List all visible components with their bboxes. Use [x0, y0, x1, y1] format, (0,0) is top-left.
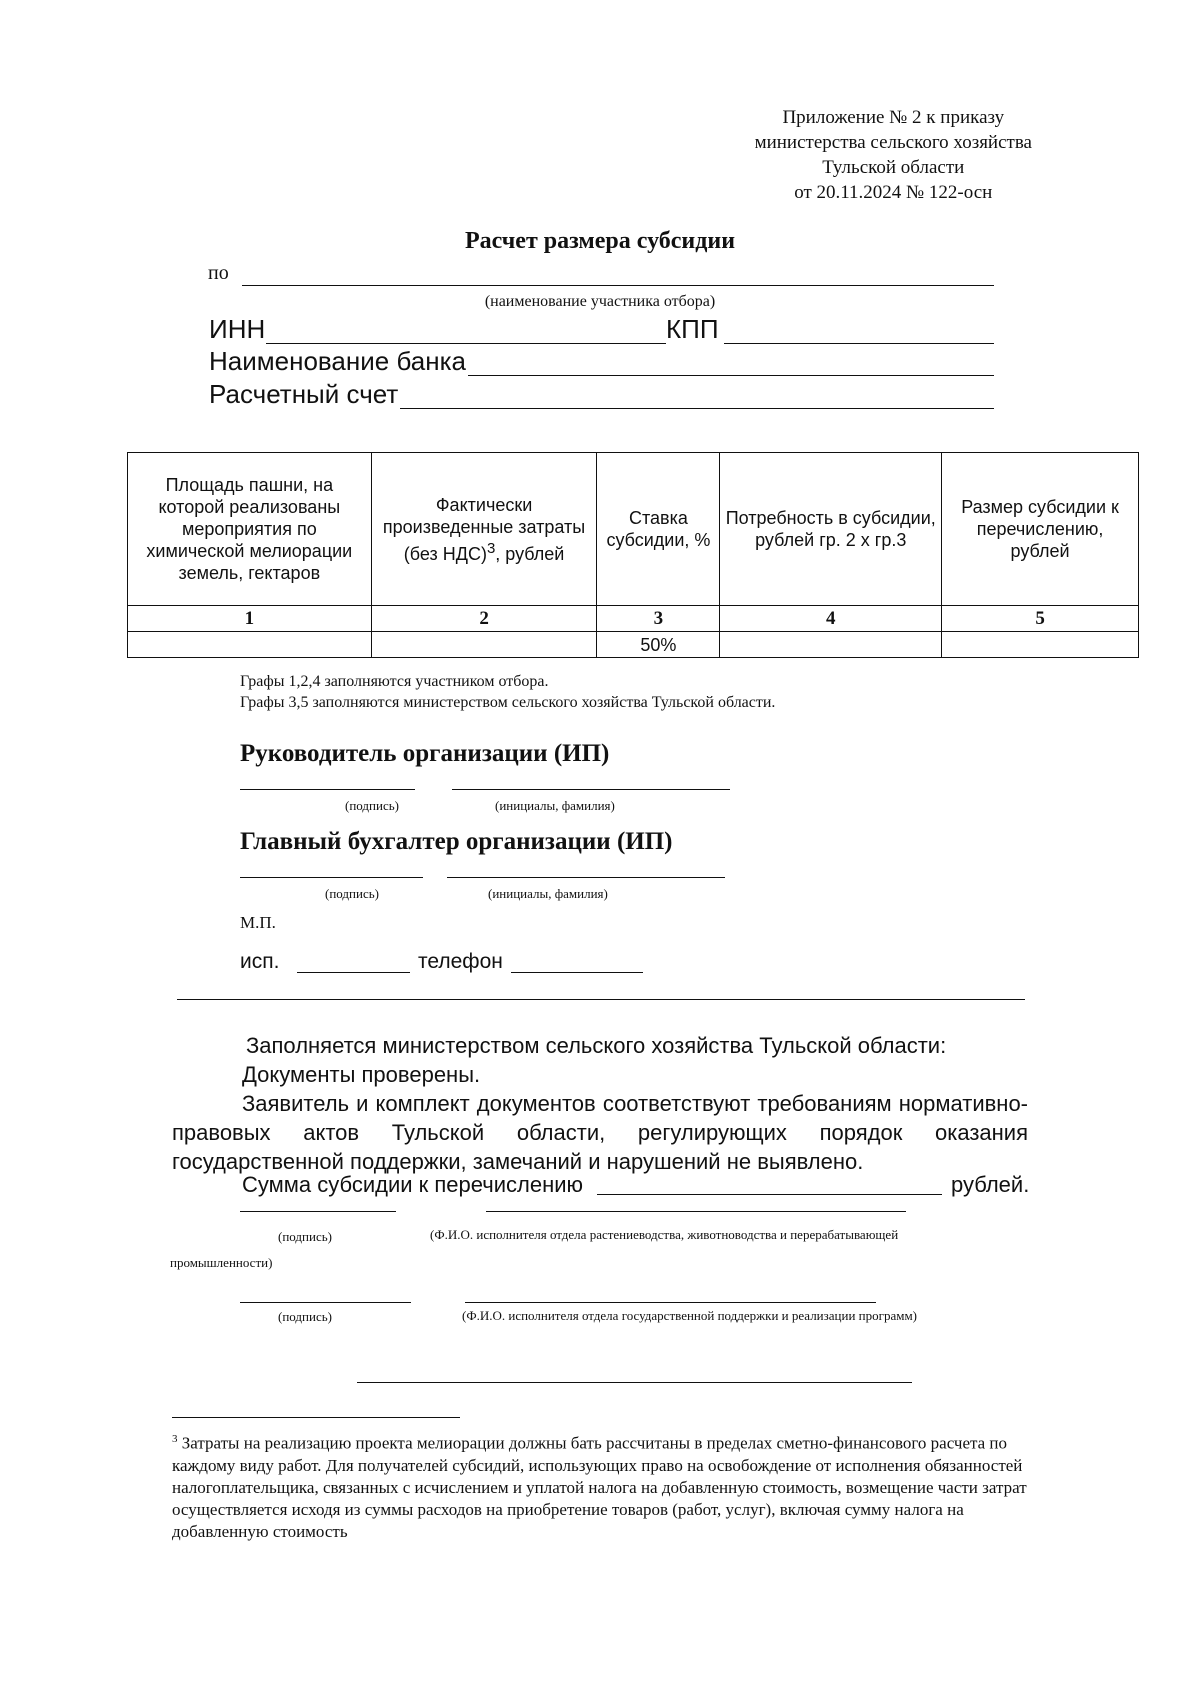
- fio-caption-1-cont: промышленности): [170, 1255, 273, 1270]
- appendix-line-4: от 20.11.2024 № 122-осн: [794, 182, 993, 203]
- account-label: Расчетный счет: [209, 379, 399, 409]
- column-number: 1: [128, 606, 372, 632]
- column-number: 3: [597, 606, 720, 632]
- subsidy-table: [127, 452, 1139, 658]
- appendix-line-2: министерства сельского хозяйства: [754, 132, 1032, 153]
- name-caption: (инициалы, фамилия): [495, 798, 615, 813]
- bank-field[interactable]: [468, 375, 994, 376]
- section-divider: [177, 999, 1025, 1000]
- appendix-line-1: Приложение № 2 к приказу: [782, 107, 1005, 128]
- inn-label: ИНН: [209, 314, 266, 344]
- ministry-line-2: Документы проверены.: [242, 1062, 481, 1087]
- rate-cell: 50%: [597, 632, 720, 658]
- column-header-suffix: , рублей: [495, 543, 565, 564]
- stamp-label: М.П.: [240, 913, 276, 932]
- need-cell[interactable]: [720, 632, 942, 658]
- ministry-signature-line-1[interactable]: [240, 1211, 396, 1212]
- footnote: [172, 1428, 1032, 1543]
- note-line-1: Графы 1,2,4 заполняются участником отбора.: [240, 673, 549, 690]
- name-caption: (инициалы, фамилия): [488, 886, 608, 901]
- phone-field[interactable]: [511, 972, 643, 973]
- kpp-label: КПП: [666, 314, 719, 344]
- signature-caption: (подпись): [278, 1309, 332, 1324]
- head-name-line[interactable]: [452, 789, 730, 790]
- signature-caption: (подпись): [278, 1229, 332, 1244]
- executor-label: исп.: [240, 950, 280, 973]
- phone-label: телефон: [418, 950, 503, 973]
- appendix-line-3: Тульской области: [822, 157, 965, 178]
- signature-caption: (подпись): [325, 886, 379, 901]
- fio-caption-1: (Ф.И.О. исполнителя отдела растениеводства, животноводства и перерабатывающей: [430, 1227, 899, 1242]
- sum-unit: рублей.: [951, 1172, 1030, 1197]
- ministry-paragraph: Заявитель и комплект документов соответствуют требованиям нормативно-правовых актов Тульской области, регулирующих порядок оказания государственной поддержки, замечаний и нарушений не выявлено.: [172, 1091, 1028, 1174]
- area-cell[interactable]: [128, 632, 372, 658]
- column-header: Размер субсидии к перечислению, рублей: [942, 453, 1139, 606]
- end-divider: [357, 1382, 912, 1383]
- signature-caption: (подпись): [345, 798, 399, 813]
- ministry-name-line-2[interactable]: [465, 1302, 876, 1303]
- column-header: Площадь пашни, на которой реализованы мероприятия по химической мелиорации земель, гектаров: [128, 453, 372, 606]
- document-title: Расчет размера субсидии: [464, 228, 736, 254]
- ministry-signature-line-2[interactable]: [240, 1302, 411, 1303]
- ministry-line-1: Заполняется министерством сельского хозяйства Тульской области:: [246, 1033, 947, 1058]
- sum-field[interactable]: [597, 1194, 942, 1195]
- fio-caption-2: (Ф.И.О. исполнителя отдела государственной поддержки и реализации программ): [462, 1308, 918, 1323]
- footnote-separator: [172, 1417, 460, 1418]
- sum-label: Сумма субсидии к перечислению: [242, 1172, 584, 1197]
- column-number: 5: [942, 606, 1139, 632]
- executor-field[interactable]: [297, 972, 410, 973]
- footnote-number: 3: [172, 1433, 178, 1445]
- table-header-row: [128, 453, 1139, 606]
- account-field[interactable]: [400, 408, 994, 409]
- inn-field[interactable]: [266, 343, 666, 344]
- column-header: [371, 453, 597, 606]
- column-number: 2: [371, 606, 597, 632]
- participant-name-field[interactable]: [242, 285, 994, 286]
- table-row: [128, 632, 1139, 658]
- head-signature-line[interactable]: [240, 789, 415, 790]
- accountant-title: Главный бухгалтер организации (ИП): [240, 828, 673, 855]
- footnote-marker: 3: [486, 539, 496, 557]
- note-line-2: Графы 3,5 заполняются министерством сельского хозяйства Тульской области.: [240, 694, 776, 711]
- column-header: Потребность в субсидии, рублей гр. 2 х гр.3: [720, 453, 942, 606]
- costs-cell[interactable]: [371, 632, 597, 658]
- appendix-block: [755, 105, 1032, 205]
- column-number-row: [128, 606, 1139, 632]
- accountant-signature-line[interactable]: [240, 877, 423, 878]
- accountant-name-line[interactable]: [447, 877, 725, 878]
- kpp-field[interactable]: [724, 343, 994, 344]
- footnote-text: Затраты на реализацию проекта мелиорации должны бать рассчитаны в пределах сметно-финансового расчета по каждому виду работ. Для получателей субсидий, использующих право на освобождение от исполнения обязанностей налогоплательщика, связанных с исчислением и уплатой налога на добавленную стоимость, возмещение части затрат осуществляется исходя из суммы расходов на приобретение товаров (работ, услуг), включая сумму налога на добавленную стоимость: [172, 1433, 1027, 1541]
- column-header-text: Фактически произведенные затраты (без НДС): [382, 494, 586, 564]
- head-title: Руководитель организации (ИП): [240, 740, 610, 767]
- column-number: 4: [720, 606, 942, 632]
- amount-cell[interactable]: [942, 632, 1139, 658]
- bank-label: Наименование банка: [209, 346, 466, 376]
- participant-caption: (наименование участника отбора): [484, 293, 716, 310]
- po-label: по: [208, 262, 229, 284]
- ministry-name-line-1[interactable]: [486, 1211, 906, 1212]
- column-header: Ставка субсидии, %: [597, 453, 720, 606]
